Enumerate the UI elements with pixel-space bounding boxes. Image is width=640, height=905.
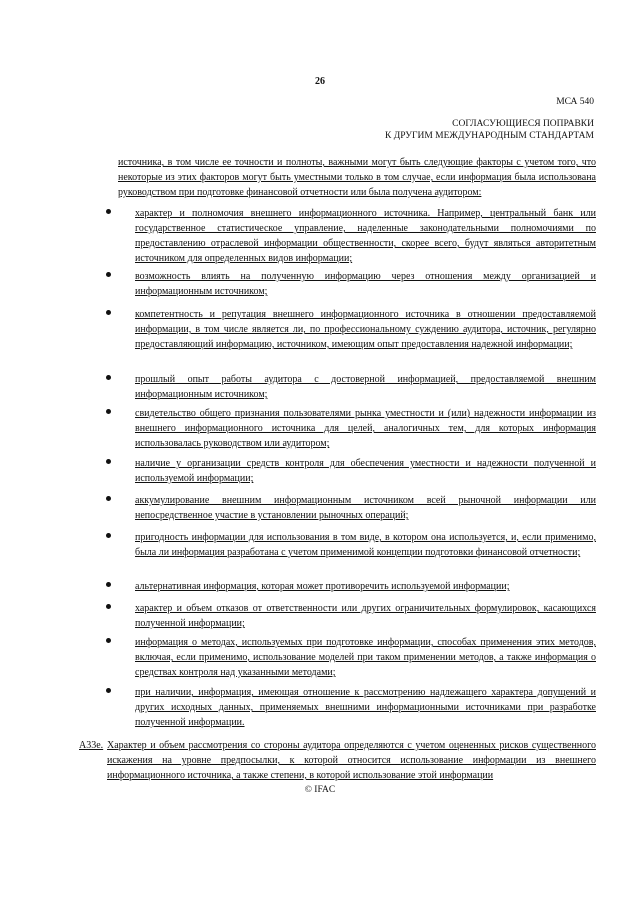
list-item-text: прошлый опыт работы аудитора с достоверной информацией, предоставляемой внешним информационным источником;: [135, 374, 596, 400]
bullet-dot: [106, 272, 111, 277]
bullet-dot: [106, 638, 111, 643]
bullet-dot: [106, 533, 111, 538]
document-code: МСА 540: [556, 97, 594, 107]
list-item-text: характер и объем отказов от ответственности или других ограничительных формулировок, касающихся полученной информации;: [135, 603, 596, 629]
paragraph-number: A33e.: [79, 740, 104, 751]
bullet-dot: [106, 310, 111, 315]
list-item-text: характер и полномочия внешнего информационного источника. Например, центральный банк или государственное статистическое управление, наделенные законодательными полномочиями по предоставлению отраслевой информации общественности, скорее всего, будут являться авторитетным источником для определенных видов информации;: [135, 208, 596, 264]
list-item-text: альтернативная информация, которая может противоречить используемой информации;: [135, 581, 510, 592]
list-item-text: аккумулирование внешним информационным источником всей рыночной информации или непосредственное участие в установлении рыночных операций;: [135, 495, 596, 521]
section-header-line-1: СОГЛАСУЮЩИЕСЯ ПОПРАВКИ: [452, 119, 594, 129]
list-item-text: компетентность и репутация внешнего информационного источника в отношении предоставляемой информации, в том числе является ли, по профессиональному суждению аудитора, источник, регулярно предоставляющий информацию, источником, имеющим опыт предоставления надежной информации;: [135, 309, 596, 350]
list-item-text: информация о методах, используемых при подготовке информации, способах применения этих методов, включая, если применимо, использование моделей при таком применении методов, а также информация о средствах контроля над указанными методами;: [135, 637, 596, 678]
bullet-dot: [106, 582, 111, 587]
bullet-dot: [106, 604, 111, 609]
list-item-text: возможность влиять на полученную информацию через отношения между организацией и информационным источником;: [135, 271, 596, 297]
list-item-text: наличие у организации средств контроля для обеспечения уместности и надежности полученной и используемой информации;: [135, 458, 596, 484]
section-header: [385, 118, 594, 142]
section-header-line-2: К ДРУГИМ МЕЖДУНАРОДНЫМ СТАНДАРТАМ: [385, 131, 594, 141]
list-item-text: пригодность информации для использования в том виде, в котором она используется, и, если применимо, была ли информация разработана с учетом применимой концепции подготовки финансовой отчетности;: [135, 532, 596, 558]
bullet-dot: [106, 459, 111, 464]
paragraph-text: Характер и объем рассмотрения со стороны аудитора определяются с учетом оцененных рисков существенного искажения на уровне предпосылки, к которой относится использование информации из внешнего информационного источника, а также степени, в которой использование этой информации: [107, 740, 596, 781]
bullet-dot: [106, 496, 111, 501]
list-item-text: свидетельство общего признания пользователями рынка уместности и (или) надежности информации из внешнего информационного источника для целей, аналогичных тем, для которых информация использовалась руководством или аудитором;: [135, 408, 596, 449]
intro-paragraph: источника, в том числе ее точности и полноты, важными могут быть следующие факторы с учетом того, что некоторые из этих факторов могут быть уместными только в том случае, если информация была использована руководством при подготовке финансовой отчетности или была получена аудитором:: [118, 157, 596, 198]
bullet-dot: [106, 688, 111, 693]
copyright-footer: © IFAC: [304, 785, 336, 795]
list-item-text: при наличии, информация, имеющая отношение к рассмотрению надлежащего характера допущений и других исходных данных, применяемых внешними информационными источниками при разработке полученной информации.: [135, 687, 596, 728]
bullet-dot: [106, 409, 111, 414]
page-number: 26: [315, 76, 325, 87]
bullet-dot: [106, 209, 111, 214]
bullet-dot: [106, 375, 111, 380]
